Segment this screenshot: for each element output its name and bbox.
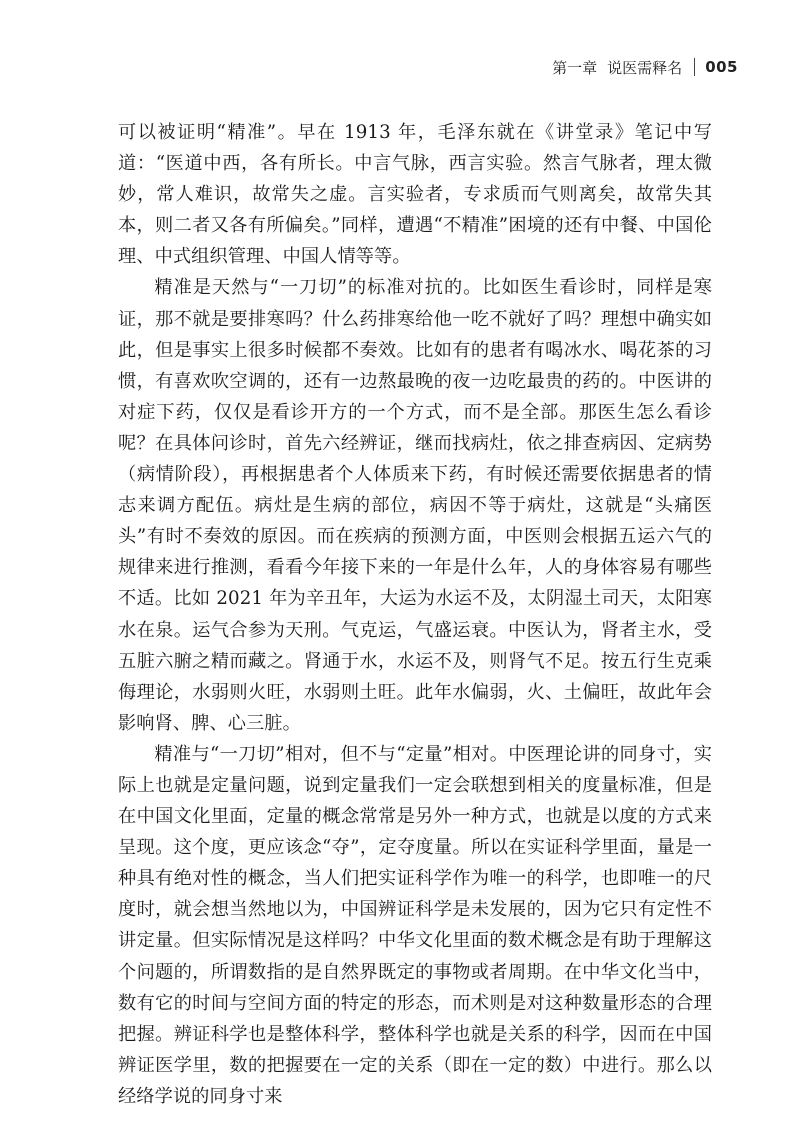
paragraph: 精准是天然与“一刀切”的标准对抗的。比如医生看诊时，同样是寒证，那不就是要排寒吗？什么药排寒给他一吃不就好了吗？理想中确实如此，但是事实上很多时候都不奏效。比如有的患者有喝冰水、喝花茶的习惯，有喜欢吹空调的，还有一边熬最晚的夜一边吃最贵的药的。中医讲的对症下药，仅仅是看诊开方的一个方式，而不是全部。那医生怎么看诊呢？在具体问诊时，首先六经辨证，继而找病灶，依之排查病因、定病势（病情阶段），再根据患者个人体质来下药，有时候还需要依据患者的情志来调方配伍。病灶是生病的部位，病因不等于病灶，这就是“头痛医头”有时不奏效的原因。而在疾病的预测方面，中医则会根据五运六气的规律来进行推测，看看今年接下来的一年是什么年，人的身体容易有哪些不适。比如 2021 年为辛丑年，大运为水运不及，太阴湿土司天，太阳寒水在泉。运气合参为天刑。气克运，气盛运衰。中医认为，肾者主水，受五脏六腑之精而藏之。肾通于水，水运不及，则肾气不足。按五行生克乘侮理论，水弱则火旺，水弱则土旺。此年水偏弱，火、土偏旺，故此年会影响肾、脾、心三脏。: [118, 277, 712, 734]
paragraph: 精准与“一刀切”相对，但不与“定量”相对。中医理论讲的同身寸，实际上也就是定量问题，说到定量我们一定会联想到相关的度量标准，但是在中国文化里面，定量的概念常常是另外一种方式，也就是以度的方式来呈现。这个度，更应该念“夺”，定夺度量。所以在实证科学里面，量是一种具有绝对性的概念，当人们把实证科学作为唯一的科学，也即唯一的尺度时，就会想当然地以为，中国辨证科学是未发展的，因为它只有定性不讲定量。但实际情况是这样吗？中华文化里面的数术概念是有助于理解这个问题的，所谓数指的是自然界既定的事物或者周期。在中华文化当中，数有它的时间与空间方面的特定的形态，而术则是对这种数量形态的合理把握。辨证科学也是整体科学，整体科学也就是关系的科学，因而在中国辨证医学里，数的把握要在一定的关系（即在一定的数）中进行。那么以经络学说的同身寸来: [118, 743, 712, 1107]
body-text: [118, 117, 712, 1112]
paragraph-continuation: 可以被证明“精准”。早在 1913 年，毛泽东就在《讲堂录》笔记中写道：“医道中西，各有所长。中言气脉，西言实验。然言气脉者，理太微妙，常人难识，故常失之虚。言实验者，专求质而气则离矣，故常失其本，则二者又各有所偏矣。”同样，遭遇“不精准”困境的还有中餐、中国伦理、中式组织管理、中国人情等等。: [118, 122, 712, 268]
chapter-title: 说医需释名: [607, 58, 683, 77]
chapter-label: 第一章: [552, 58, 598, 77]
page-number: 005: [705, 58, 738, 76]
running-header: [552, 52, 738, 82]
header-divider: [694, 58, 695, 76]
